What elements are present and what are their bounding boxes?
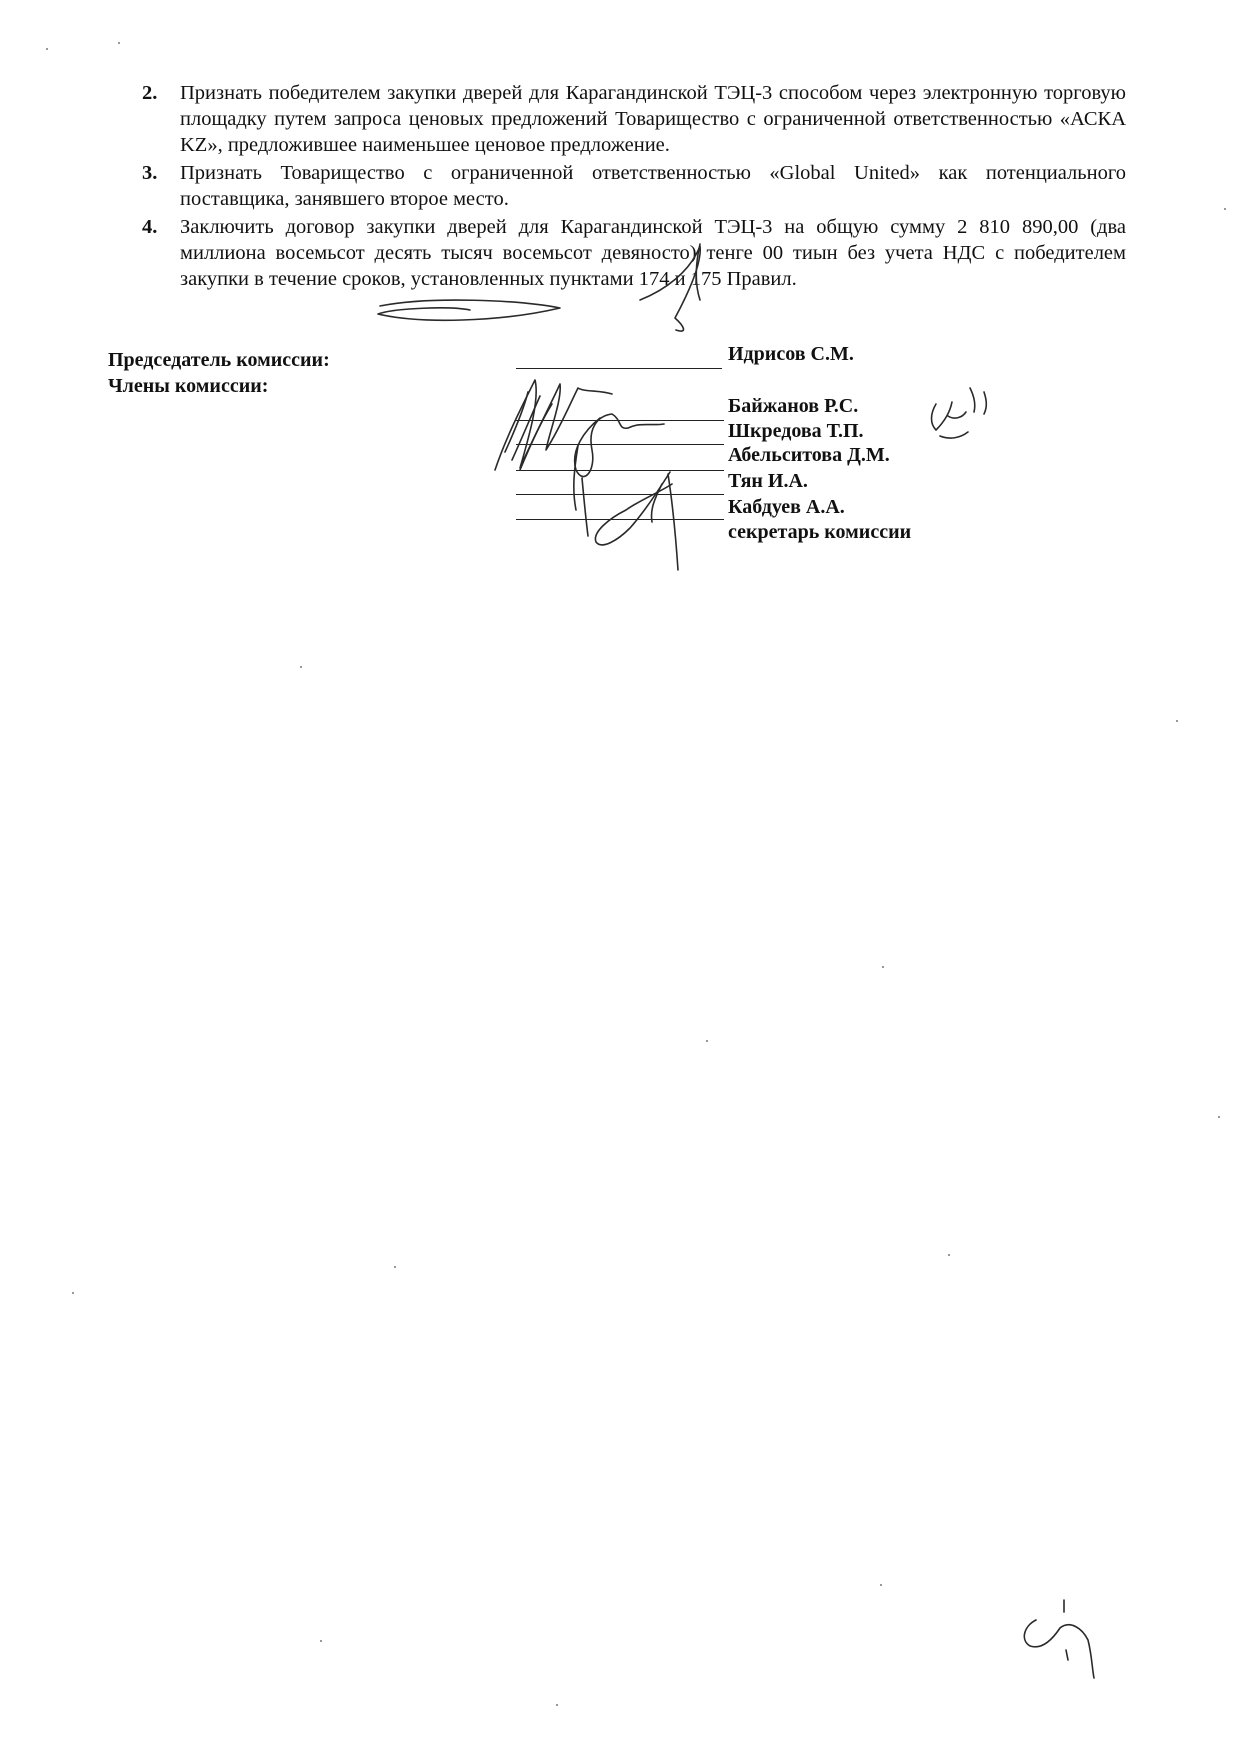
member-name: Кабдуев А.А. bbox=[728, 496, 845, 518]
member-name: Абельситова Д.М. bbox=[728, 444, 890, 466]
scan-speck bbox=[1218, 1116, 1220, 1118]
member-signature-scribble bbox=[495, 380, 612, 470]
member-signature-line bbox=[516, 420, 724, 421]
scan-speck bbox=[882, 966, 884, 968]
member-signature-line bbox=[516, 519, 724, 520]
decision-item bbox=[142, 214, 1126, 292]
decision-text: Признать победителем закупки дверей для Карагандинской ТЭЦ-3 способом через электронную торговую площадку путем запроса ценовых предложений Товарищество с ограниченной ответственностью «АСКА KZ», предложившее наименьшее ценовое предложение. bbox=[180, 82, 1126, 156]
member-name: Шкредова Т.П. bbox=[728, 420, 864, 442]
member-signature-scribble bbox=[574, 446, 588, 536]
decision-item bbox=[142, 160, 1126, 212]
scan-speck bbox=[706, 1040, 708, 1042]
scan-speck bbox=[556, 1704, 558, 1706]
member-name: Тян И.А. bbox=[728, 470, 808, 492]
scan-speck bbox=[118, 42, 120, 44]
scan-speck bbox=[394, 1266, 396, 1268]
decision-text: Признать Товарищество с ограниченной ответственностью «Global United» как потенциального поставщика, занявшего второе место. bbox=[180, 162, 1126, 210]
scan-speck bbox=[46, 48, 48, 50]
page-initials-scribble bbox=[1024, 1620, 1094, 1678]
member-signature-scribble bbox=[505, 392, 552, 470]
member-signature-scribble bbox=[970, 388, 986, 414]
members-label: Члены комиссии: bbox=[108, 375, 269, 397]
signature-flourish bbox=[378, 300, 560, 320]
page-initials-scribble bbox=[1064, 1600, 1068, 1660]
decision-number: 3. bbox=[142, 162, 158, 184]
member-signature-scribble bbox=[651, 474, 678, 570]
member-signature-scribble bbox=[932, 402, 969, 438]
scan-speck bbox=[1224, 208, 1226, 210]
secretary-label: секретарь комиссии bbox=[728, 521, 912, 543]
decision-item bbox=[142, 80, 1126, 158]
scan-speck bbox=[320, 1640, 322, 1642]
scan-speck bbox=[1176, 720, 1178, 722]
member-signature-line bbox=[516, 470, 724, 471]
chairman-signature-line bbox=[516, 368, 722, 369]
decision-number: 2. bbox=[142, 82, 158, 104]
chairman-label: Председатель комиссии: bbox=[108, 349, 330, 371]
member-signature-scribble bbox=[575, 414, 664, 477]
scan-speck bbox=[948, 1254, 950, 1256]
decision-text: Заключить договор закупки дверей для Карагандинской ТЭЦ-3 на общую сумму 2 810 890,00 (два миллиона восемьсот десять тысяч восемьсот девяносто) тенге 00 тиын без учета НДС с победителем закупки в течение сроков, установленных пунктами 174 и 175 Правил. bbox=[180, 216, 1126, 290]
scan-speck bbox=[300, 666, 302, 668]
scan-speck bbox=[880, 1584, 882, 1586]
decision-number: 4. bbox=[142, 216, 158, 238]
member-signature-line bbox=[516, 494, 724, 495]
member-signature-scribble bbox=[595, 472, 672, 545]
member-signature-line bbox=[516, 444, 724, 445]
member-name: Байжанов Р.С. bbox=[728, 395, 859, 417]
decision-list bbox=[142, 80, 1126, 294]
scan-speck bbox=[72, 1292, 74, 1294]
chairman-name: Идрисов С.М. bbox=[728, 343, 854, 365]
